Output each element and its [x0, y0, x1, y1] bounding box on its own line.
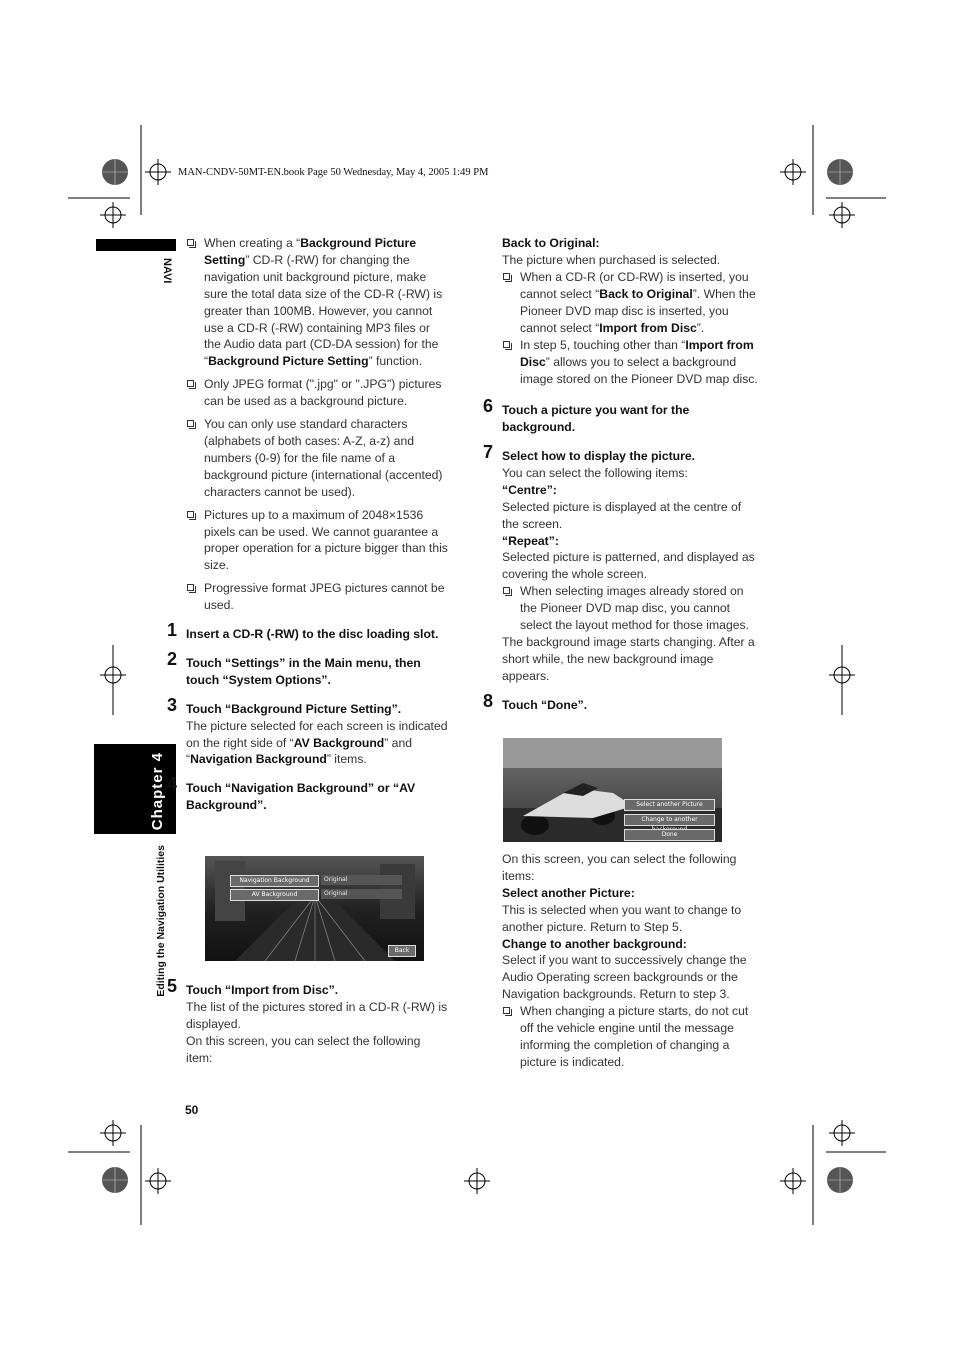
- step-2: 2 Touch “Settings” in the Main menu, then touch “System Options”.: [167, 648, 421, 687]
- note-item: When changing a picture starts, do not cut off the vehicle engine until the message informing the completion of changing a picture is indicated.: [502, 1003, 760, 1071]
- section-title: Editing the Navigation Utilities: [155, 845, 167, 997]
- chapter-label: Chapter 4: [149, 752, 166, 831]
- checkbox-icon: [187, 380, 194, 387]
- checkbox-icon: [503, 341, 510, 348]
- note-item: Only JPEG format (".jpg" or ".JPG") pictures can be used as a background picture.: [186, 376, 448, 410]
- note-item: In step 5, touching other than “Import from Disc” allows you to select a background image stored on the Pioneer DVD map disc.: [502, 337, 760, 388]
- back-button[interactable]: Back: [388, 945, 416, 957]
- step-8: 8 Touch “Done”.: [483, 690, 588, 712]
- checkbox-icon: [187, 511, 194, 518]
- navi-tab-bar: [96, 239, 176, 251]
- back-to-original-heading: Back to Original:: [502, 236, 600, 250]
- right-column: Back to Original: The picture when purchased is selected. When a CD-R (or CD-RW) is inserted, you cannot select “Back to Original”. When the Pioneer DVD map disc is inserted, you cannot select “Import from Disc”. In step 5, touching other than “Import from Disc” allows you to select a background image stored on the Pioneer DVD map disc. 6 Touch a picture you want for the background. 7 Select how to display the picture. You can select the following items: “Centre”: Selected picture is displayed at the centre of the screen. “Repeat”: Selected picture is patterned, and displayed as covering the whole screen. When selecting images already stored on the Pioneer DVD map disc, you cannot select the layout method for those images. The background image starts changing. After a short while, the new background image appears. 8 Touch “Done”.: [502, 235, 760, 718]
- navigation-background-value: Original: [321, 875, 402, 885]
- navi-label: NAVI: [161, 258, 173, 284]
- print-header: MAN-CNDV-50MT-EN.book Page 50 Wednesday, May 4, 2005 1:49 PM: [178, 167, 489, 178]
- note-item: When selecting images already stored on the Pioneer DVD map disc, you cannot select the layout method for those images.: [502, 583, 760, 634]
- right-column-lower: On this screen, you can select the following items: Select another Picture: This is selected when you want to change to another picture. Return to Step 5. Change to another background: Select if you want to successively change the Audio Operating screen backgrounds or the Navigation backgrounds. Return to step 3. When changing a picture starts, do not cut off the vehicle engine until the message informing the completion of changing a picture is indicated.: [502, 851, 760, 1077]
- checkbox-icon: [187, 420, 194, 427]
- done-screen: [503, 738, 722, 842]
- page-number: 50: [185, 1103, 199, 1117]
- checkbox-icon: [503, 587, 510, 594]
- av-background-value: Original: [321, 889, 402, 899]
- step-6: 6 Touch a picture you want for the background.: [483, 396, 690, 435]
- note-item: When creating a “Background Picture Setting” CD-R (-RW) for changing the navigation unit background picture, make sure the total data size of the CD-R (-RW) is greater than 100MB. However, you cannot use a CD-R (-RW) containing MP3 files or the Audio data part (CD-DA session) for the “Background Picture Setting” function.: [186, 235, 448, 370]
- av-background-button[interactable]: AV Background: [230, 889, 319, 901]
- checkbox-icon: [187, 584, 194, 591]
- note-item: Progressive format JPEG pictures cannot be used.: [186, 580, 448, 614]
- select-another-picture-button[interactable]: Select another Picture: [624, 799, 715, 811]
- step-4: 4 Touch “Navigation Background” or “AV Background”.: [167, 774, 416, 813]
- done-button[interactable]: Done: [624, 829, 715, 841]
- checkbox-icon: [187, 239, 194, 246]
- step-5: 5 Touch “Import from Disc”. The list of the pictures stored in a CD-R (-RW) is displayed. On this screen, you can select the following item:: [167, 976, 448, 1065]
- change-background-heading: Change to another background:: [502, 936, 687, 951]
- step-7: 7 Select how to display the picture. You can select the following items: “Centre”: Selected picture is displayed at the centre of the screen. “Repeat”: Selected picture is patterned, and displayed as covering the whole screen. When selecting images already stored on the Pioneer DVD map disc, you cannot select the layout method for those images. The background image starts changing. After a short while, the new background image appears.: [502, 448, 760, 685]
- note-item: When a CD-R (or CD-RW) is inserted, you cannot select “Back to Original”. When the Pioneer DVD map disc is inserted, you cannot select “Import from Disc”.: [502, 269, 760, 337]
- navigation-background-button[interactable]: Navigation Background: [230, 875, 319, 887]
- step-3: 3 Touch “Background Picture Setting”. The picture selected for each screen is indicated on the right side of “AV Background” and “Navigation Background” items.: [167, 694, 448, 767]
- background-setting-screen: [205, 856, 424, 961]
- select-another-heading: Select another Picture:: [502, 885, 635, 900]
- left-column: [167, 235, 448, 818]
- left-column-lower: [167, 976, 448, 1071]
- change-background-button[interactable]: Change to another: [624, 814, 715, 826]
- checkbox-icon: [503, 273, 510, 280]
- checkbox-icon: [503, 1007, 510, 1014]
- race-car-image: [503, 738, 722, 842]
- note-item: You can only use standard characters (alphabets of both cases: A-Z, a-z) and numbers (0-9) for the file name of a background picture (international (accented) characters cannot be used).: [186, 416, 448, 501]
- note-item: Pictures up to a maximum of 2048×1536 pixels can be used. We cannot guarantee a proper operation for a picture bigger than this size.: [186, 507, 448, 575]
- step-1: 1 Insert a CD-R (-RW) to the disc loading slot.: [167, 620, 439, 642]
